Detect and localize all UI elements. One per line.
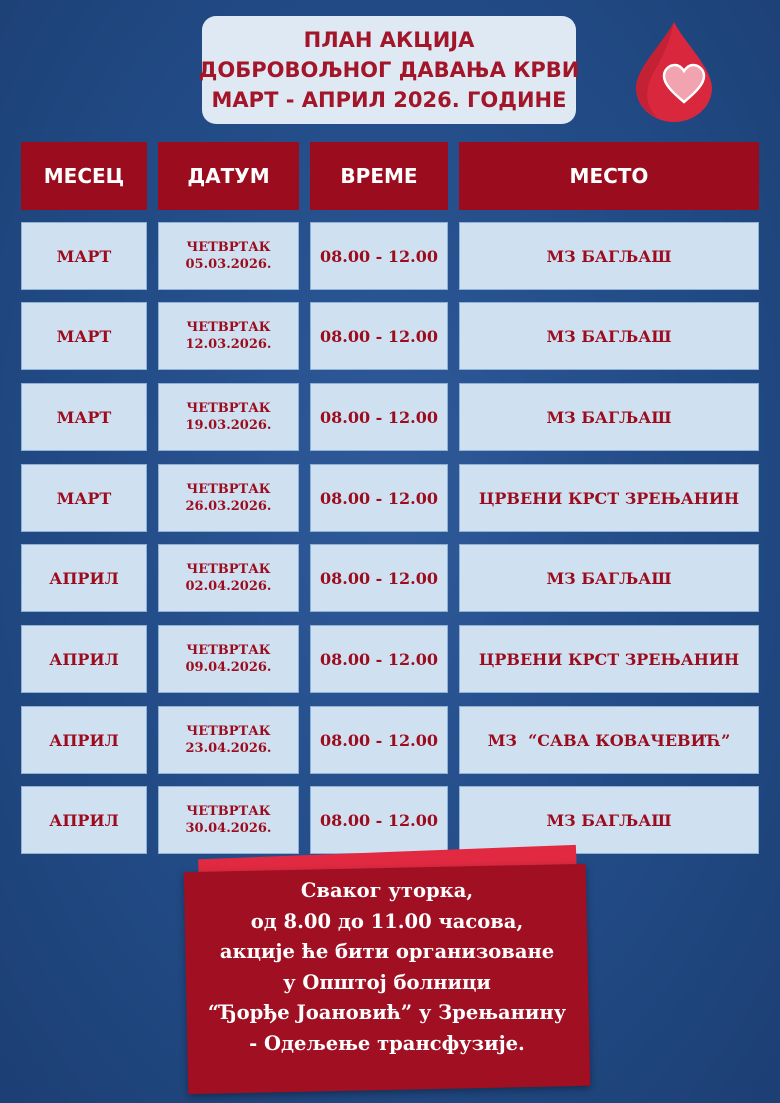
note-text — [186, 876, 588, 1059]
table-row-month: МАРТ — [21, 222, 147, 290]
table-row-place: ЦРВЕНИ КРСТ ЗРЕЊАНИН — [459, 464, 759, 532]
title-line-3: МАРТ - АПРИЛ 2026. ГОДИНЕ — [211, 88, 567, 112]
note-line: - Одељење трансфузије. — [249, 1031, 525, 1055]
table-row-month: МАРТ — [21, 302, 147, 370]
title-line-1: ПЛАН АКЦИЈА — [303, 28, 475, 52]
table-row-date: ЧЕТВРТАК 12.03.2026. — [158, 302, 299, 370]
table-row-place: МЗ “САВА КОВАЧЕВИЋ” — [459, 706, 759, 774]
table-row-place: МЗ БАГЉАШ — [459, 786, 759, 854]
table-row-time: 08.00 - 12.00 — [310, 302, 448, 370]
table-row-date: ЧЕТВРТАК 26.03.2026. — [158, 464, 299, 532]
table-row-place: МЗ БАГЉАШ — [459, 302, 759, 370]
table-row-date: ЧЕТВРТАК 19.03.2026. — [158, 383, 299, 451]
note-line: од 8.00 до 11.00 часова, — [250, 909, 524, 933]
table-row-time: 08.00 - 12.00 — [310, 544, 448, 612]
header-date: ДАТУМ — [158, 142, 299, 210]
note-line: Сваког уторка, — [300, 879, 474, 902]
note-line: “Ђорђе Јоановић” у Зрењанину — [207, 1001, 567, 1024]
table-row-month: МАРТ — [21, 383, 147, 451]
table-row-date: ЧЕТВРТАК 09.04.2026. — [158, 625, 299, 693]
note-line: акције ће бити организоване — [219, 940, 555, 963]
table-row-month: АПРИЛ — [21, 544, 147, 612]
table-row-place: МЗ БАГЉАШ — [459, 383, 759, 451]
title-box — [198, 16, 580, 124]
table-row-place: МЗ БАГЉАШ — [459, 222, 759, 290]
header-month: МЕСЕЦ — [21, 142, 147, 210]
table-row-month: АПРИЛ — [21, 706, 147, 774]
header-place: МЕСТО — [459, 142, 759, 210]
table-row-month: АПРИЛ — [21, 625, 147, 693]
table-row-time: 08.00 - 12.00 — [310, 786, 448, 854]
table-row-month: АПРИЛ — [21, 786, 147, 854]
table-row-time: 08.00 - 12.00 — [310, 464, 448, 532]
table-row-time: 08.00 - 12.00 — [310, 222, 448, 290]
table-row-date: ЧЕТВРТАК 05.03.2026. — [158, 222, 299, 290]
blood-drop-heart-icon — [628, 20, 720, 124]
header-time: ВРЕМЕ — [310, 142, 448, 210]
table-row-place: ЦРВЕНИ КРСТ ЗРЕЊАНИН — [459, 625, 759, 693]
table-row-month: МАРТ — [21, 464, 147, 532]
table-row-time: 08.00 - 12.00 — [310, 383, 448, 451]
table-row-date: ЧЕТВРТАК 23.04.2026. — [158, 706, 299, 774]
table-row-date: ЧЕТВРТАК 30.04.2026. — [158, 786, 299, 854]
table-row-time: 08.00 - 12.00 — [310, 706, 448, 774]
note-line: у Општој болници — [283, 970, 491, 994]
table-row-time: 08.00 - 12.00 — [310, 625, 448, 693]
title-line-2: ДОБРОВОЉНОГ ДАВАЊА КРВИ — [198, 58, 580, 82]
table-row-date: ЧЕТВРТАК 02.04.2026. — [158, 544, 299, 612]
table-row-place: МЗ БАГЉАШ — [459, 544, 759, 612]
